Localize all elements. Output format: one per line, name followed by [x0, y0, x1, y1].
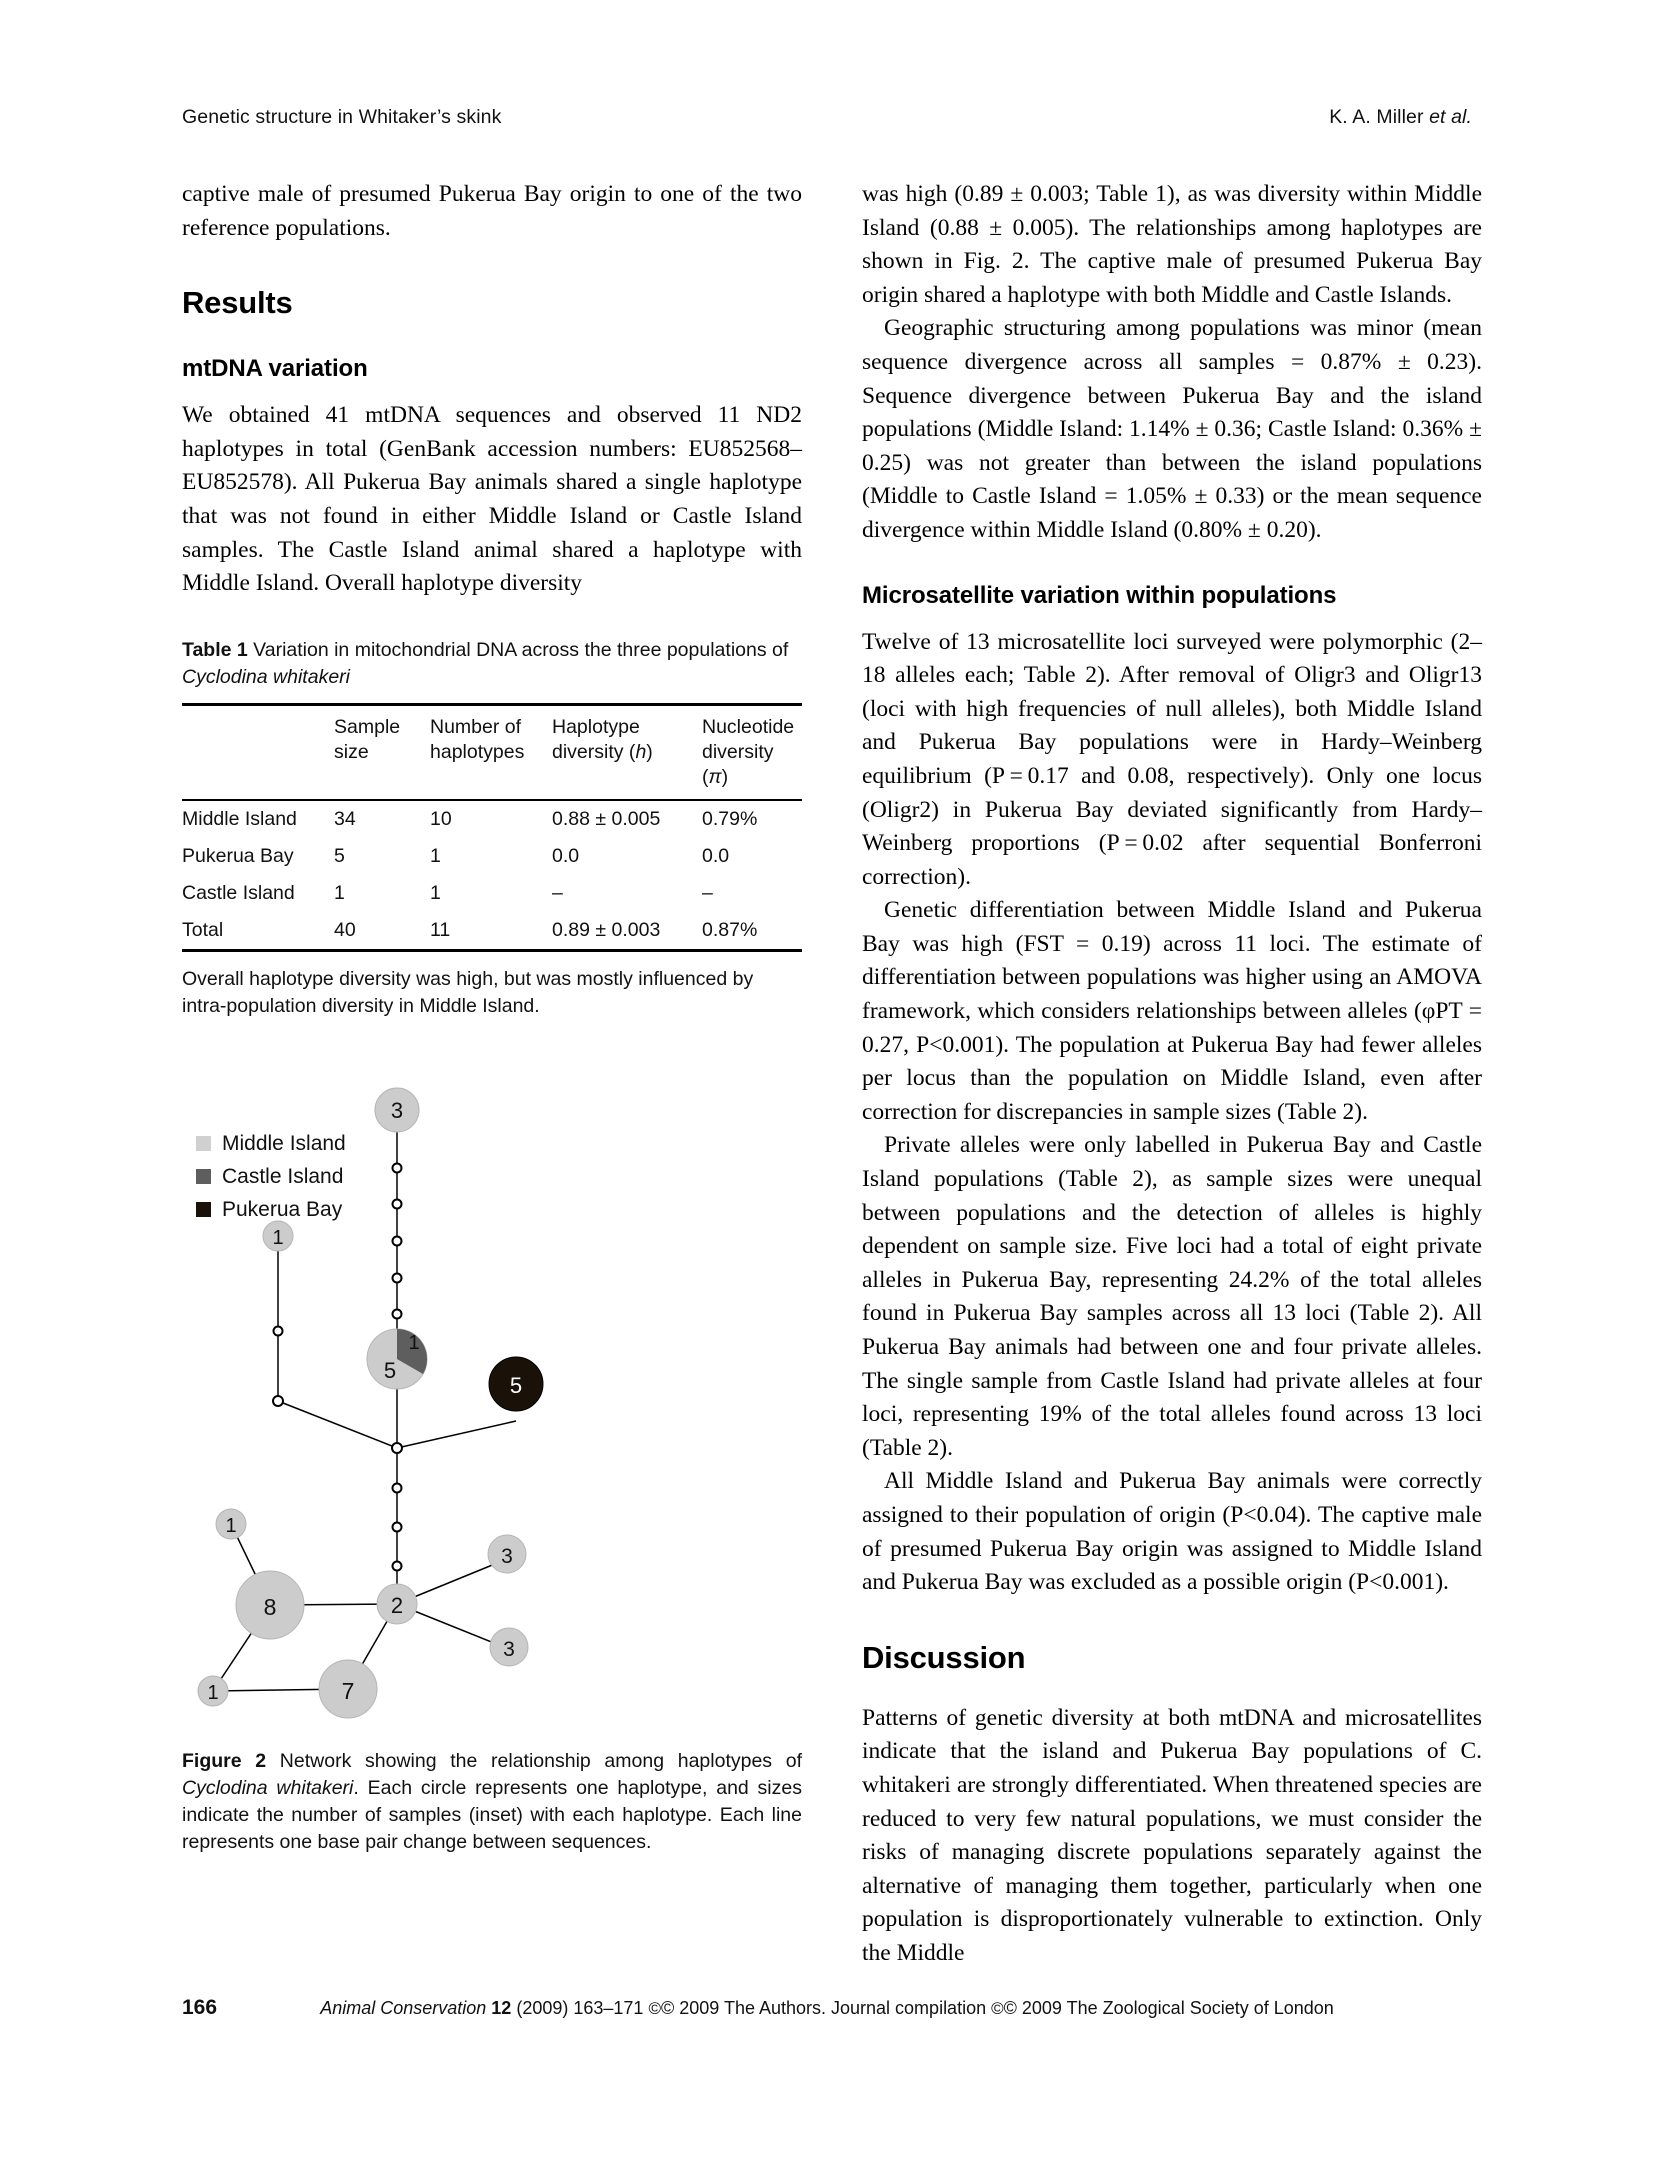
table1-caption-label: Table 1: [182, 638, 248, 661]
paragraph-mtdna: We obtained 41 mtDNA sequences and observed 11 ND2 haplotypes in total (GenBank accession numbers: EU852568–EU852578). All Pukerua Bay animals shared a single haplotype that was not found in either Middle Island or Castle Island samples. The Castle Island animal shared a haplotype with Middle Island. Overall haplotype diversity: [182, 402, 802, 597]
paragraph-microsatellite-1: Twelve of 13 microsatellite loci surveyed were polymorphic (2–18 alleles each; Table 2). After removal of Oligr3 and Oligr13 (loci with high frequencies of null alleles), both Middle Island and Pukerua Bay populations were in Hardy–Weinberg equilibrium (P = 0.17 and 0.08, respectively). Only one locus (Oligr2) in Pukerua Bay deviated significantly from Hardy–Weinberg proportions (P = 0.02 after sequential Bonferroni correction).: [862, 628, 1482, 890]
figure2-legend: [196, 1132, 346, 1221]
paragraph-geographic-structuring: Geographic structuring among populations was minor (mean sequence divergence across all samples = 0.87% ± 0.23). Sequence divergence between Pukerua Bay and the island populations (Middle Island: 1.14% ± 0.36; Castle Island: 0.36% ± 0.25) was not greater than between the island populations (Middle to Castle Island = 1.05% ± 0.33) or the mean sequence divergence within Middle Island (0.80% ± 0.20).: [862, 315, 1482, 543]
legend-label-castle-island: Castle Island: [222, 1164, 344, 1188]
table1-r2-nuc-diversity: –: [702, 881, 713, 904]
table1-r0-name: Middle Island: [182, 807, 297, 830]
left-column: [182, 178, 802, 1856]
haplotype-node-pie: [367, 1329, 427, 1389]
table1-col-nuc-diversity-l1: Nucleotide: [702, 715, 795, 738]
table1-r1-hap-diversity: 0.0: [552, 844, 580, 867]
table1-r0-sample-size: 34: [334, 807, 356, 830]
haplotype-node-3-upperright-count: 3: [501, 1544, 513, 1568]
table1-col-blank: [182, 704, 334, 800]
table1-col-nuc-diversity: [702, 704, 802, 800]
intermediate-node: [273, 1396, 283, 1406]
edge-junction-to-pukerua: [397, 1421, 516, 1448]
table1: [182, 703, 802, 952]
table1-r2-hap-diversity: –: [552, 881, 563, 904]
table1-col-hap-diversity-symbol: h: [635, 740, 647, 763]
paragraph-microsatellite-4: All Middle Island and Pukerua Bay animals were correctly assigned to their population of origin (P<0.04). The captive male of presumed Pukerua Bay origin was assigned to Middle Island and Pukerua Bay was excluded as a possible origin (P<0.001).: [862, 1468, 1482, 1596]
table-row: [182, 912, 802, 951]
legend-swatch-pukerua-bay: [196, 1202, 211, 1217]
table-row: [182, 838, 802, 875]
table1-col-nuc-diversity-symbol: π: [708, 765, 722, 788]
table1-col-hap-diversity: [552, 704, 702, 800]
table1-head: [182, 704, 802, 800]
haplotype-node-1-midleft-count: 1: [225, 1514, 237, 1537]
table1-col-nuc-diversity-l2a: diversity (: [702, 740, 774, 788]
intermediate-node: [393, 1561, 402, 1570]
running-header-etal: et al.: [1429, 106, 1472, 128]
intermediate-node-junction: [392, 1443, 402, 1453]
table1-col-num-haplotypes-l1: Number of: [430, 715, 522, 738]
haplotype-node-3-lowerright-count: 3: [503, 1637, 515, 1661]
table1-r3-name: Total: [182, 918, 224, 941]
table1-header-row: [182, 704, 802, 800]
intermediate-node: [393, 1309, 402, 1318]
section-heading-discussion: Discussion: [862, 1639, 1026, 1675]
table1-note: Overall haplotype diversity was high, but was mostly influenced by intra-population diversity in Middle Island.: [182, 967, 754, 1017]
section-heading-results: Results: [182, 285, 293, 321]
table1-r3-sample-size: 40: [334, 918, 356, 941]
copyright-icon-2: ©: [991, 1999, 1004, 2018]
page-number: 166: [182, 1996, 218, 2019]
table1-col-sample-size-l1: Sample: [334, 715, 401, 738]
figure2-caption-species: Cyclodina whitakeri: [182, 1776, 354, 1799]
intermediate-node: [393, 1199, 402, 1208]
table1-block: [182, 637, 802, 1020]
paragraph-discussion: Patterns of genetic diversity at both mtDNA and microsatellites indicate that the island and Pukerua Bay populations of C. whitakeri are strongly differentiated. When threatened species are reduced to very few natural populations, we must consider the risks of managing discrete populations separately against the alternative of managing them together, particularly when one population is disproportionately vulnerable to extinction. Only the Middle: [862, 1704, 1482, 1966]
legend-swatch-middle-island: [196, 1136, 211, 1151]
footer-journal-volume: 12: [491, 1998, 512, 2018]
table1-col-hap-diversity-l1: Haplotype: [552, 715, 640, 738]
running-header-title: Genetic structure in Whitaker’s skink: [182, 106, 502, 128]
intermediate-node: [393, 1273, 402, 1282]
legend-label-pukerua-bay: Pukerua Bay: [222, 1197, 343, 1221]
table1-r2-sample-size: 1: [334, 881, 345, 904]
running-header-authors: [1329, 106, 1472, 129]
table1-col-sample-size-l2: size: [334, 740, 369, 763]
haplotype-node-3-top-count: 3: [390, 1097, 404, 1123]
haplotype-node-7-count: 7: [341, 1677, 355, 1704]
table1-col-hap-diversity-l2a: diversity (: [552, 740, 636, 763]
table1-r3-num-haplotypes: 11: [430, 918, 451, 941]
figure2-block: [182, 1064, 802, 1734]
haplotype-node-pie-major-count: 5: [383, 1357, 397, 1383]
paragraph-continued: captive male of presumed Pukerua Bay origin to one of the two reference populations.: [182, 181, 802, 241]
intermediate-node: [393, 1163, 402, 1172]
table1-r0-nuc-diversity: 0.79%: [702, 807, 758, 830]
table1-r0-hap-diversity: 0.88 ± 0.005: [552, 807, 661, 830]
edge-corner-to-junction: [278, 1401, 397, 1448]
running-header: [182, 106, 1472, 132]
table1-col-hap-diversity-l2b: ): [646, 740, 653, 763]
table1-caption-species: Cyclodina whitakeri: [182, 665, 350, 688]
right-column: [862, 178, 1482, 1971]
footer-copyright-2: © 2009 The Zoological Society of London: [1003, 1998, 1334, 2018]
table1-col-nuc-diversity-l2b: ): [721, 765, 729, 788]
table1-r1-nuc-diversity: 0.0: [702, 844, 730, 867]
table1-caption: [182, 637, 802, 691]
paragraph-microsatellite-2: Genetic differentiation between Middle Island and Pukerua Bay was high (FST = 0.19) across 11 loci. The estimate of differentiation between populations was higher using an AMOVA framework, which considers relationships between alleles (φPT = 0.27, P<0.001). The population at Pukerua Bay had fewer alleles per locus than the population on Middle Island, even after correction for discrepancies in sample sizes (Table 2).: [862, 897, 1482, 1125]
table1-body: [182, 800, 802, 951]
footer-journal-name: Animal Conservation: [320, 1998, 492, 2018]
figure2-caption-text-b: . Each circle represents one haplotype, and sizes indicate the number of samples (inset) with each haplotype. Each line represents one base pair change between sequences.: [182, 1776, 802, 1853]
intermediate-node: [393, 1483, 402, 1492]
figure2-caption-label: Figure 2: [182, 1749, 267, 1772]
table1-col-num-haplotypes-l2: haplotypes: [430, 740, 525, 763]
paragraph-microsatellite-3: Private alleles were only labelled in Pukerua Bay and Castle Island populations (Table 2), as sample sizes were unequal between populations and the detection of alleles is highly dependent on sample size. Five loci had a total of eight private alleles in Pukerua Bay, representing 24.2% of the total alleles found in Pukerua Bay samples across all 13 loci (Table 2). All Pukerua Bay animals had between one and four private alleles. The single sample from Castle Island had private alleles at four loci, representing 19% of the total alleles found across 13 loci (Table 2).: [862, 1132, 1482, 1461]
footer-citation: [182, 1998, 1472, 2019]
paragraph-right-top: was high (0.89 ± 0.003; Table 1), as was diversity within Middle Island (0.88 ± 0.005). The relationships among haplotypes are shown in Fig. 2. The captive male of presumed Pukerua Bay origin shared a haplotype with both Middle and Castle Islands.: [862, 181, 1482, 308]
table1-r2-name: Castle Island: [182, 881, 295, 904]
table1-r1-sample-size: 5: [334, 844, 345, 867]
table1-r2-num-haplotypes: 1: [430, 881, 441, 904]
table-row: [182, 800, 802, 838]
table1-caption-text: Variation in mitochondrial DNA across the three populations of: [247, 638, 789, 661]
table1-r0-num-haplotypes: 10: [430, 807, 452, 830]
intermediate-node: [274, 1326, 283, 1335]
figure2-caption-text-a: Network showing the relationship among haplotypes of: [266, 1749, 802, 1772]
table1-r1-num-haplotypes: 1: [430, 844, 441, 867]
haplotype-node-1-bottomleft-count: 1: [207, 1681, 219, 1704]
haplotype-node-pie-minor-count: 1: [408, 1331, 420, 1354]
intermediate-node: [393, 1236, 402, 1245]
figure2-caption: [182, 1748, 802, 1856]
table1-r3-nuc-diversity: 0.87%: [702, 918, 758, 941]
footer-copyright-1: © 2009 The Authors. Journal compilation: [660, 1998, 992, 2018]
legend-swatch-castle-island: [196, 1169, 211, 1184]
table1-r3-hap-diversity: 0.89 ± 0.003: [552, 918, 661, 941]
subsection-heading-microsatellite: Microsatellite variation within populations: [862, 581, 1337, 609]
table1-r1-name: Pukerua Bay: [182, 844, 294, 867]
table1-col-sample-size: [334, 704, 430, 800]
legend-label-middle-island: Middle Island: [222, 1131, 346, 1155]
table-row: [182, 875, 802, 912]
running-header-author-names: K. A. Miller: [1329, 106, 1430, 128]
intermediate-node: [393, 1522, 402, 1531]
footer-journal-pages: (2009) 163–171: [511, 1998, 649, 2018]
haplotype-node-2-count: 2: [390, 1592, 404, 1618]
copyright-icon: ©: [648, 1999, 661, 2018]
subsection-heading-mtdna: mtDNA variation: [182, 355, 368, 383]
haplotype-network-diagram: [182, 1064, 802, 1734]
haplotype-node-5-pukerua-bay-count: 5: [509, 1372, 523, 1398]
table1-col-num-haplotypes: [430, 704, 552, 800]
haplotype-node-1-left-count: 1: [272, 1226, 284, 1249]
haplotype-node-8-count: 8: [263, 1593, 277, 1620]
